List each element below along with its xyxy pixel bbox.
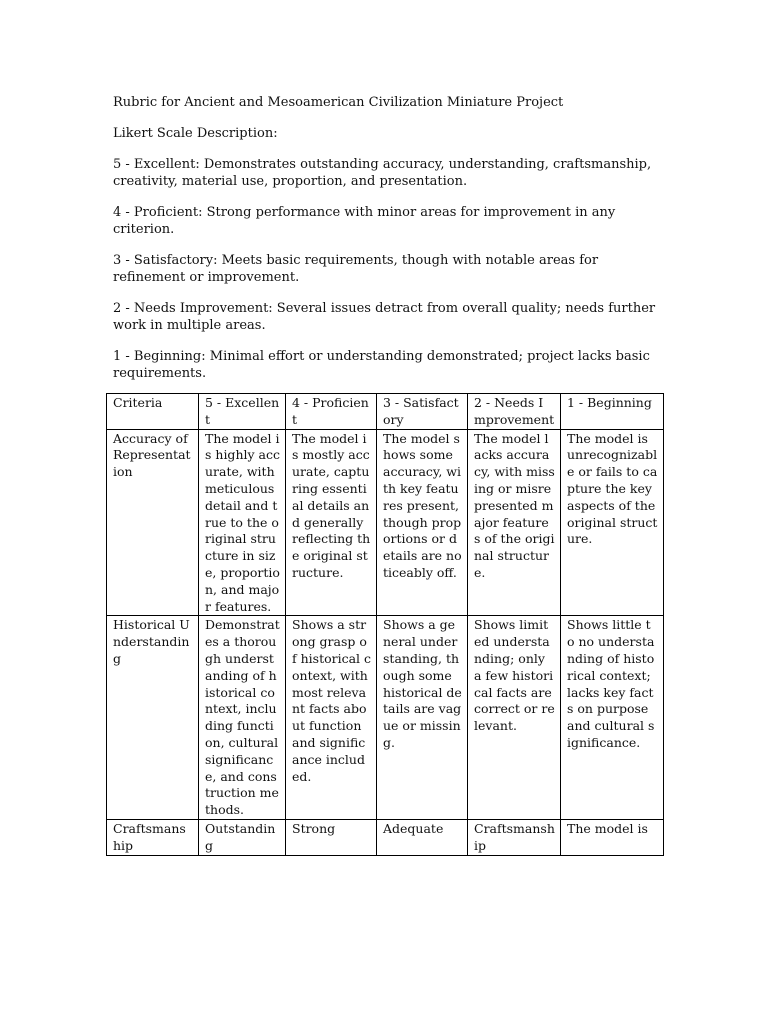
header-proficient: 4 - Proficient	[286, 394, 377, 430]
document-body	[113, 94, 658, 396]
table-header-row	[107, 394, 664, 430]
criteria-cell: Accuracy of Representation	[107, 429, 199, 616]
header-needs-improvement: 2 - Needs Improvement	[468, 394, 561, 430]
criteria-cell: Craftsmanship	[107, 819, 199, 855]
scale-item-5: 5 - Excellent: Demonstrates outstanding accuracy, understanding, craftsmanship, creativity, material use, proportion, and presentation.	[113, 157, 652, 189]
table-row	[107, 819, 664, 855]
table-cell: The model is unrecognizable or fails to capture the key aspects of the original structure.	[561, 429, 664, 616]
table-cell: The model shows some accuracy, with key features present, though proportions or details are noticeably off.	[377, 429, 468, 616]
table-cell: The model is mostly accurate, capturing essential details and generally reflecting the original structure.	[286, 429, 377, 616]
table-row	[107, 616, 664, 820]
table-cell: Craftsmanship	[468, 819, 561, 855]
table-cell: Shows limited understanding; only a few historical facts are correct or relevant.	[468, 616, 561, 820]
header-criteria: Criteria	[107, 394, 199, 430]
table-cell: Strong	[286, 819, 377, 855]
header-beginning: 1 - Beginning	[561, 394, 664, 430]
table-cell: Shows a strong grasp of historical context, with most relevant facts about function and significance included.	[286, 616, 377, 820]
scale-item-3: 3 - Satisfactory: Meets basic requirements, though with notable areas for refinement or improvement.	[113, 253, 599, 285]
header-satisfactory: 3 - Satisfactory	[377, 394, 468, 430]
header-excellent: 5 - Excellent	[199, 394, 286, 430]
table-cell: Outstanding	[199, 819, 286, 855]
table-cell: Shows a general understanding, though some historical details are vague or missing.	[377, 616, 468, 820]
table-cell: The model is	[561, 819, 664, 855]
table-cell: Adequate	[377, 819, 468, 855]
scale-item-1: 1 - Beginning: Minimal effort or understanding demonstrated; project lacks basic requirements.	[113, 349, 650, 381]
table-row	[107, 429, 664, 616]
scale-item-2: 2 - Needs Improvement: Several issues detract from overall quality; needs further work in multiple areas.	[113, 301, 656, 333]
table-cell: The model lacks accuracy, with missing or misrepresented major features of the original structure.	[468, 429, 561, 616]
table-cell: Shows little to no understanding of historical context; lacks key facts on purpose and cultural significance.	[561, 616, 664, 820]
table-cell: Demonstrates a thorough understanding of historical context, including function, cultural significance, and construction methods.	[199, 616, 286, 820]
table-cell: The model is highly accurate, with meticulous detail and true to the original structure in size, proportion, and major features.	[199, 429, 286, 616]
scale-item-4: 4 - Proficient: Strong performance with minor areas for improvement in any criterion.	[113, 205, 616, 237]
criteria-cell: Historical Understanding	[107, 616, 199, 820]
likert-heading: Likert Scale Description:	[113, 126, 278, 141]
rubric-table	[106, 393, 664, 856]
document-title: Rubric for Ancient and Mesoamerican Civilization Miniature Project	[113, 95, 564, 110]
